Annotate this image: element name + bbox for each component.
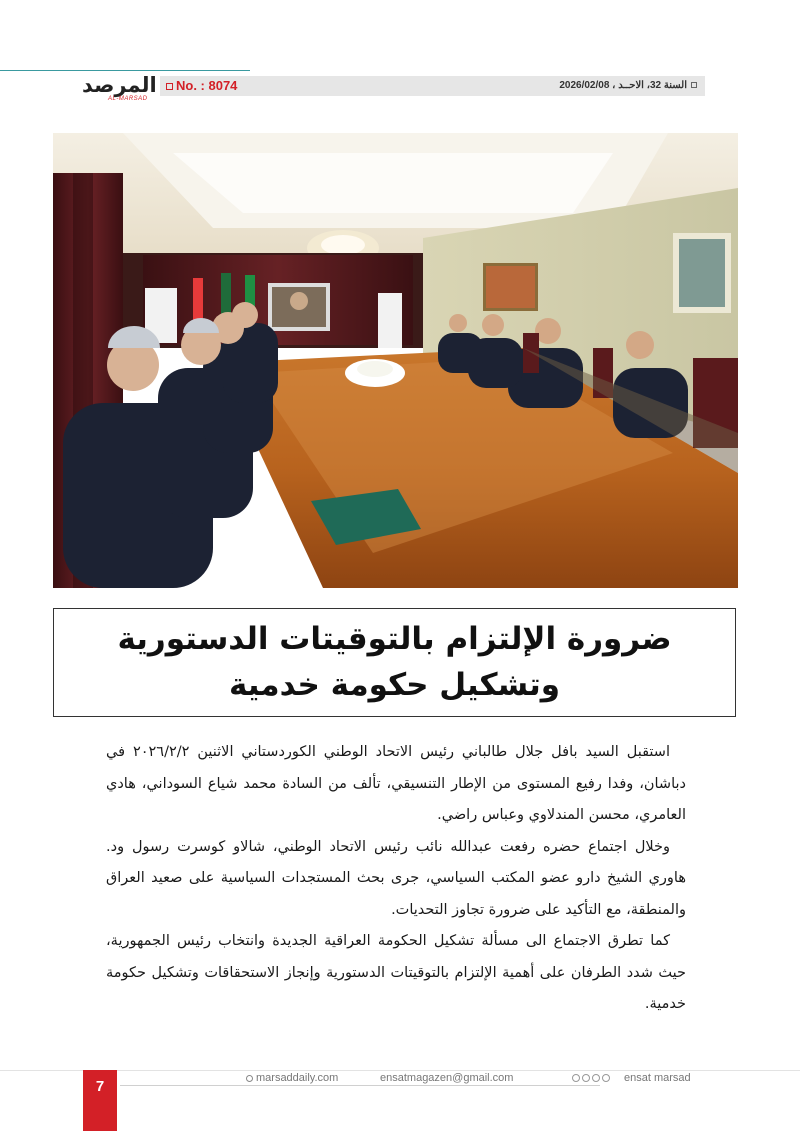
youtube-icon[interactable] — [602, 1074, 610, 1082]
square-bullet-icon — [691, 82, 697, 88]
social-icons — [572, 1074, 610, 1082]
page-number-box — [83, 1070, 117, 1131]
square-bullet-icon — [166, 83, 173, 90]
headline-line-1: ضرورة الإلتزام بالتوقيتات الدستورية — [117, 621, 672, 657]
logo-latin-text: AL-MARSAD — [108, 96, 148, 102]
masthead-logo — [82, 73, 160, 103]
meeting-photo — [53, 133, 738, 588]
issue-number — [166, 78, 237, 93]
footer-rule — [120, 1085, 600, 1086]
issue-number-text: No. : 8074 — [176, 78, 238, 93]
header-top-rule — [0, 70, 250, 71]
facebook-icon[interactable] — [572, 1074, 580, 1082]
logo-text: المرصد — [82, 73, 157, 97]
meeting-photo-illustration — [53, 133, 738, 588]
article-paragraph-2: وخلال اجتماع حضره رفعت عبدالله نائب رئيس الاتحاد الوطني، شالاو كوسرت رسول ود. هاوري الشيخ دارو عضو المكتب السياسي، جرى بحث المستجدات السياسية على صعيد العراق والمنطقة، مع التأكيد على ضرورة تجاوز التحديات. — [106, 838, 686, 918]
headline-box — [53, 608, 736, 717]
page-number: 7 — [95, 1078, 105, 1095]
footer-website[interactable] — [246, 1072, 338, 1084]
globe-icon — [246, 1075, 253, 1082]
headline-line-2: وتشكيل حكومة خدمية — [228, 667, 561, 703]
footer-website-text[interactable]: marsaddaily.com — [256, 1072, 339, 1084]
article-body — [106, 737, 686, 1021]
issue-date-text: السنة 32، الاحــد ، 2026/02/08 — [559, 80, 687, 91]
twitter-icon[interactable] — [582, 1074, 590, 1082]
article-paragraph-3: كما تطرق الاجتماع الى مسألة تشكيل الحكومة العراقية الجديدة وانتخاب رئيس الجمهورية، حيث شدد الطرفان على أهمية الإلتزام بالتوقيتات الدستورية وإنجاز الاستحقاقات وتشكيل حكومة خدمية. — [106, 933, 686, 1012]
article-paragraph-1: استقبل السيد بافل جلال طالباني رئيس الاتحاد الوطني الكوردستاني الاثنين ٢٠٢٦/٢/٢ في دباشان، وفدا رفيع المستوى من الإطار التنسيقي، تألف من السادة محمد شياع السوداني، هادي العامري، محسن المندلاوي وعباس راضي. — [106, 744, 686, 823]
issue-date — [559, 80, 697, 91]
header-bar — [160, 76, 705, 96]
footer-email[interactable]: ensatmagazen@gmail.com — [380, 1072, 514, 1084]
instagram-icon[interactable] — [592, 1074, 600, 1082]
footer-divider — [0, 1070, 800, 1071]
footer-brand: ensat marsad — [624, 1072, 691, 1084]
